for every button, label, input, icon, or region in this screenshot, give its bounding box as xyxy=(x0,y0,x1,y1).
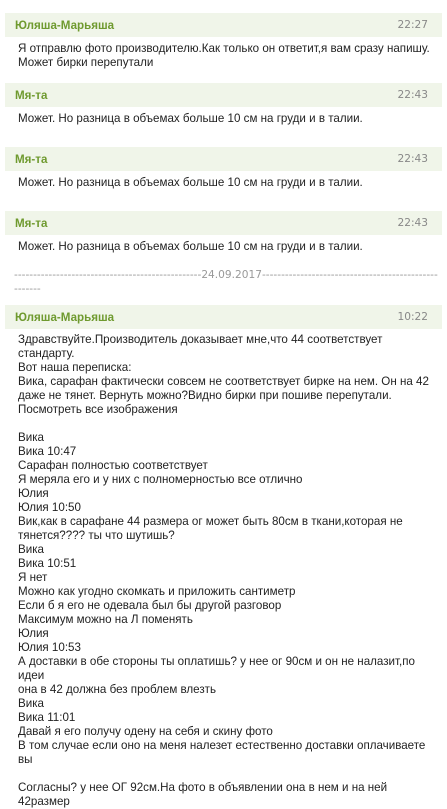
message-author[interactable]: Юляша-Марьяша xyxy=(15,310,115,324)
message xyxy=(0,83,447,126)
message-header xyxy=(5,83,442,107)
separator-dashes-right: ----------------------------------------------------- xyxy=(14,269,438,295)
message-header xyxy=(5,211,442,235)
message-time: 22:43 xyxy=(397,217,428,229)
message-author[interactable]: Мя-та xyxy=(15,88,48,102)
message xyxy=(0,305,447,809)
message xyxy=(0,13,447,70)
date-separator xyxy=(0,265,447,296)
message-text: Я отправлю фото производителю.Как только он ответит,я вам сразу напишу. Может бирки перепутали xyxy=(18,42,430,69)
separator-dashes-left: ------------------------------------------------- xyxy=(14,269,202,281)
message-header xyxy=(5,305,442,329)
message-text: Может. Но разница в объемах больше 10 см на груди и в талии. xyxy=(18,112,363,125)
message xyxy=(0,147,447,190)
message-time: 22:43 xyxy=(397,153,428,165)
message-time: 22:27 xyxy=(397,19,428,31)
separator-date: 24.09.2017 xyxy=(201,269,262,281)
message-author[interactable]: Юляша-Марьяша xyxy=(15,18,115,32)
message-author[interactable]: Мя-та xyxy=(15,216,48,230)
message-header xyxy=(5,13,442,37)
message-time: 22:43 xyxy=(397,89,428,101)
message xyxy=(0,211,447,254)
chat-log xyxy=(0,13,447,809)
message-text: Может. Но разница в объемах больше 10 см на груди и в талии. xyxy=(18,240,363,253)
message-author[interactable]: Мя-та xyxy=(15,152,48,166)
message-text: Здравствуйте.Производитель доказывает мне,что 44 соответствует стандарту. Вот наша переписка: Вика, сарафан фактически совсем не соответствует бирке на нем. Он на 42 даже не тянет. Вернуть можно?Видно бирки при пошиве перепутали. Посмотреть все изображения Вика Вика 10:47 Сарафан полностью соответствует Я меряла его и у них с полномерностью все отлично Юлия Юлия 10:50 Вик,как в сарафане 44 размера ог может быть 80см в ткани,которая не тянется???? ты что шутишь? Вика Вика 10:51 Я нет Можно как угодно скомкать и приложить сантиметр Если б я его не одевала был бы другой разговор Максимум можно на Л поменять Юлия Юлия 10:53 А доставки в обе стороны ты оплатишь? у нее ог 90см и он не налазит,по идеи она в 42 должна без проблем влезть Вика Вика 11:01 Давай я его получу одену на себя и скину фото В том случае если оно на меня налезет естественно доставки оплачиваете вы Согласны? у нее ОГ 92см.На фото в объявлении она в нем и на ней 42размер xyxy=(18,333,429,808)
message-header xyxy=(5,147,442,171)
message-text: Может. Но разница в объемах больше 10 см на груди и в талии. xyxy=(18,176,363,189)
message-time: 10:22 xyxy=(397,311,428,323)
